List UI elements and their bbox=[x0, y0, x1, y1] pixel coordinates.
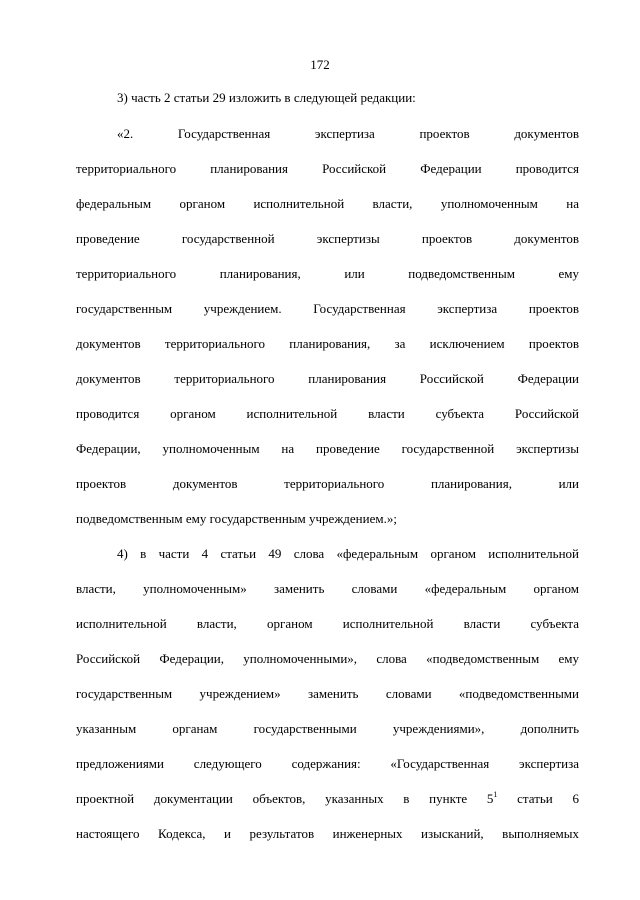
paragraph-line: Российской Федерации, уполномоченными», слова «подведомственным ему bbox=[76, 651, 579, 666]
paragraph-line: «2. Государственная экспертиза проектов документов bbox=[117, 126, 579, 141]
paragraph-line: документов территориального планирования, за исключением проектов bbox=[76, 336, 579, 351]
paragraph-line: государственным учреждением. Государственная экспертиза проектов bbox=[76, 301, 579, 316]
paragraph-line: проводится органом исполнительной власти субъекта Российской bbox=[76, 406, 579, 421]
paragraph-line: настоящего Кодекса, и результатов инженерных изысканий, выполняемых bbox=[76, 826, 579, 841]
page-number: 172 bbox=[310, 57, 330, 72]
paragraph-line: предложениями следующего содержания: «Государственная экспертиза bbox=[76, 756, 579, 771]
superscript: 1 bbox=[493, 790, 498, 799]
paragraph-line: территориального планирования Российской Федерации проводится bbox=[76, 161, 579, 176]
paragraph-line: подведомственным ему государственным учреждением.»; bbox=[76, 511, 397, 526]
paragraph-line: территориального планирования, или подведомственным ему bbox=[76, 266, 579, 281]
paragraph-line bbox=[76, 789, 579, 809]
paragraph-line: указанным органам государственными учреждениями», дополнить bbox=[76, 721, 579, 736]
paragraph-line: 3) часть 2 статьи 29 изложить в следующей редакции: bbox=[117, 90, 416, 105]
paragraph-line: власти, уполномоченным» заменить словами «федеральным органом bbox=[76, 581, 579, 596]
paragraph-line: 4) в части 4 статьи 49 слова «федеральным органом исполнительной bbox=[117, 546, 579, 561]
paragraph-line: проведение государственной экспертизы проектов документов bbox=[76, 231, 579, 246]
line-text: проектной документации объектов, указанных в пункте 5 bbox=[76, 791, 494, 806]
paragraph-line: Федерации, уполномоченным на проведение государственной экспертизы bbox=[76, 441, 579, 456]
paragraph-line: государственным учреждением» заменить словами «подведомственными bbox=[76, 686, 579, 701]
paragraph-line: федеральным органом исполнительной власти, уполномоченным на bbox=[76, 196, 579, 211]
paragraph-line: исполнительной власти, органом исполнительной власти субъекта bbox=[76, 616, 579, 631]
line-text: статьи 6 bbox=[517, 791, 579, 806]
paragraph-line: документов территориального планирования Российской Федерации bbox=[76, 371, 579, 386]
paragraph-line: проектов документов территориального планирования, или bbox=[76, 476, 579, 491]
